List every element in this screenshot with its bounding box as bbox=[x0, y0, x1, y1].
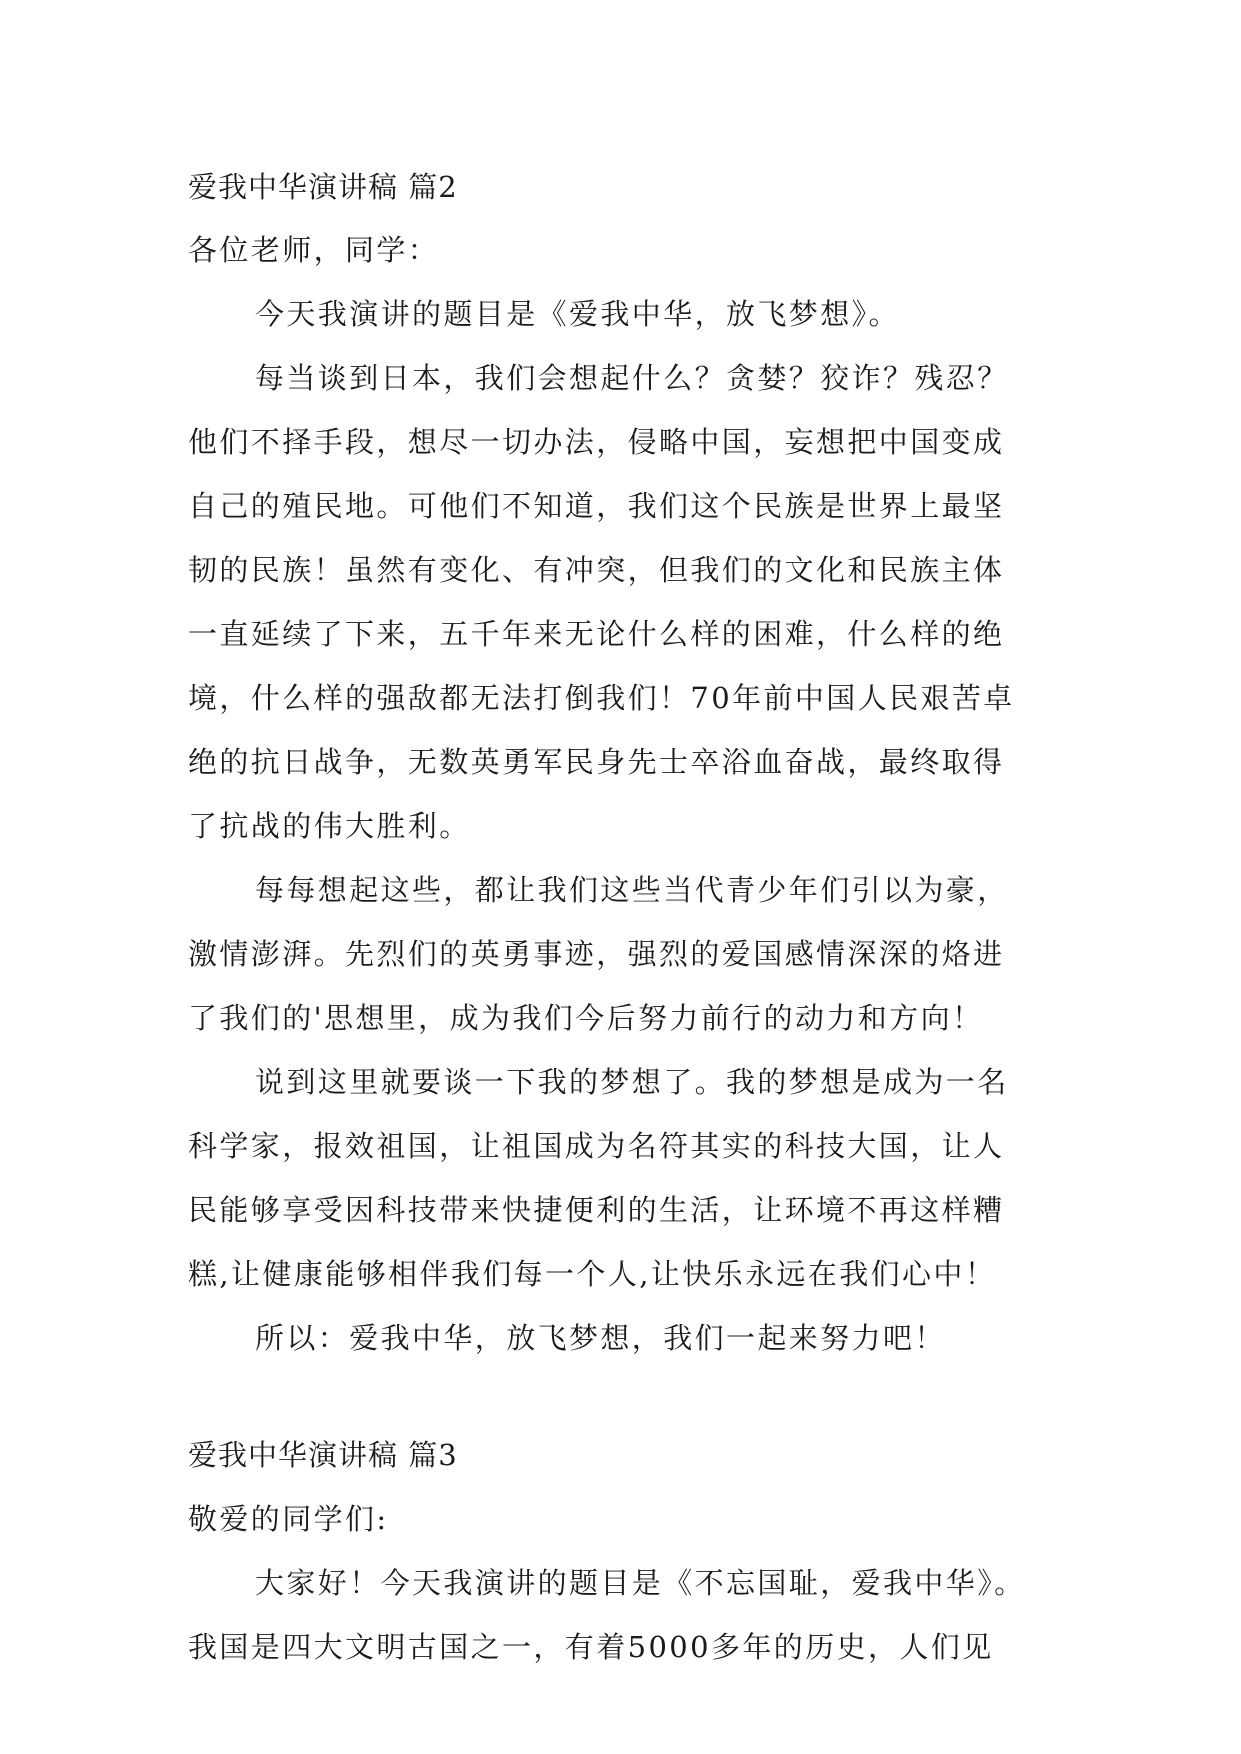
paragraph-line: 了我们的'思想里，成为我们今后努力前行的动力和方向！ bbox=[188, 1001, 984, 1035]
paragraph-line: 每当谈到日本，我们会想起什么？贪婪？狡诈？残忍？ bbox=[255, 361, 1009, 395]
paragraph-line: 韧的民族！虽然有变化、有冲突，但我们的文化和民族主体 bbox=[188, 553, 1005, 587]
paragraph-line: 绝的抗日战争，无数英勇军民身先士卒浴血奋战，最终取得 bbox=[188, 745, 1005, 779]
paragraph-line: 民能够享受因科技带来快捷便利的生活，让环境不再这样糟 bbox=[188, 1193, 1005, 1227]
salutation: 敬爱的同学们: bbox=[188, 1502, 389, 1536]
paragraph-line: 我国是四大文明古国之一，有着5000多年的历史，人们见 bbox=[188, 1630, 994, 1664]
paragraph-line: 他们不择手段，想尽一切办法，侵略中国，妄想把中国变成 bbox=[188, 425, 1005, 459]
section-title: 爱我中华演讲稿 篇3 bbox=[188, 1438, 458, 1472]
paragraph-line: 大家好！今天我演讲的题目是《不忘国耻，爱我中华》。 bbox=[255, 1566, 1026, 1600]
paragraph-line: 所以：爱我中华，放飞梦想，我们一起来努力吧！ bbox=[255, 1321, 946, 1355]
paragraph-line: 科学家，报效祖国，让祖国成为名符其实的科技大国，让人 bbox=[188, 1129, 1005, 1163]
paragraph-line: 自己的殖民地。可他们不知道，我们这个民族是世界上最坚 bbox=[188, 489, 1005, 523]
paragraph-line: 一直延续了下来，五千年来无论什么样的困难，什么样的绝 bbox=[188, 617, 1005, 651]
paragraph-line: 激情澎湃。先烈们的英勇事迹，强烈的爱国感情深深的烙进 bbox=[188, 937, 1005, 971]
paragraph-line: 糕,让健康能够相伴我们每一个人,让快乐永远在我们心中！ bbox=[188, 1257, 997, 1291]
paragraph-line: 了抗战的伟大胜利。 bbox=[188, 809, 471, 843]
paragraph-line: 境，什么样的强敌都无法打倒我们！70年前中国人民艰苦卓 bbox=[188, 681, 1015, 715]
salutation: 各位老师，同学： bbox=[188, 233, 440, 267]
paragraph-line: 说到这里就要谈一下我的梦想了。我的梦想是成为一名 bbox=[255, 1065, 1009, 1099]
paragraph-line: 今天我演讲的题目是《爱我中华，放飞梦想》。 bbox=[255, 297, 900, 331]
section-title: 爱我中华演讲稿 篇2 bbox=[188, 170, 458, 204]
paragraph-line: 每每想起这些，都让我们这些当代青少年们引以为豪， bbox=[255, 873, 1009, 907]
